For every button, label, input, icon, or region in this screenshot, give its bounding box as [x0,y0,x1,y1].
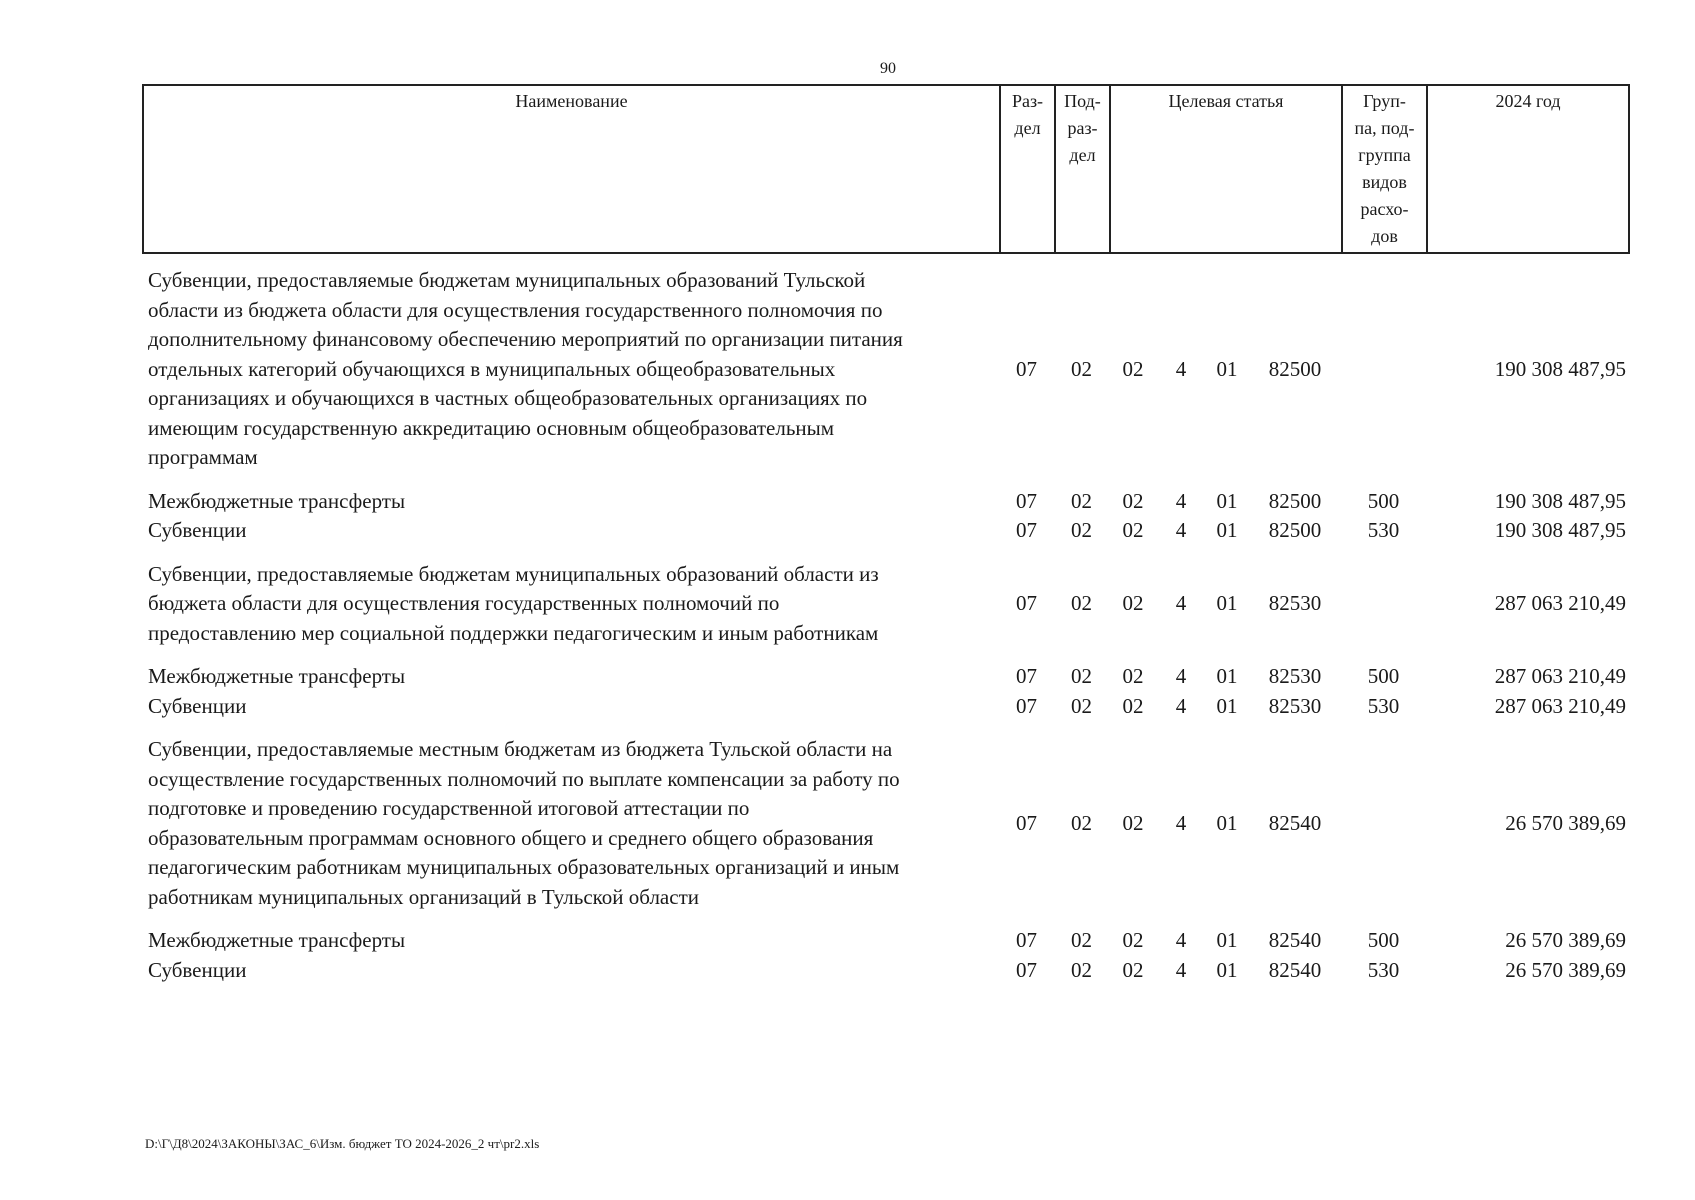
row-target-type: 4 [1175,664,1187,688]
row-target-program: 02 [1122,664,1144,688]
row-name-line: работникам муниципальных организаций в Тульской области [148,884,699,909]
row-target-subprogram: 01 [1216,591,1238,615]
row-razdel: 07 [1016,488,1037,513]
row-amount: 26 570 389,69 [1505,810,1626,835]
header-podrazdel-line: Под- [1064,91,1101,111]
row-name-line: Субвенции, предоставляемые бюджетам муниципальных образований области из [148,561,879,586]
row-razdel: 07 [1016,957,1037,982]
header-group-line: па, под- [1354,118,1415,138]
row-target-type: 4 [1175,591,1187,615]
row-target-program: 02 [1122,356,1144,381]
row-name-line: отдельных категорий обучающихся в муниципальных общеобразовательных [148,356,836,381]
row-target-direction: 82530 [1268,693,1322,718]
row-name-line: предоставлению мер социальной поддержки педагогическим и иным работникам [148,620,879,645]
row-razdel: 07 [1016,518,1037,542]
row-name-line: Субвенции [148,693,247,718]
header-group-line: видов [1362,172,1407,192]
row-amount: 190 308 487,95 [1494,356,1626,381]
row-amount: 26 570 389,69 [1505,928,1626,952]
table-row [142,266,1630,473]
header-group-line: расхо- [1360,199,1409,219]
header-target: Целевая статья [1111,86,1343,252]
row-target-program: 02 [1122,693,1144,718]
row-target-type: 4 [1175,356,1187,381]
row-razdel: 07 [1016,664,1037,688]
row-target-program: 02 [1122,488,1144,513]
row-name-line: имеющим государственную аккредитацию основным общеобразовательным [148,415,835,440]
header-podrazdel-line: раз- [1067,118,1098,138]
header-name: Наименование [144,86,1001,252]
row-name-line: программам [148,445,258,469]
row-podrazdel: 02 [1071,664,1092,688]
table-row [142,560,1630,649]
row-name-line: Межбюджетные трансферты [148,928,406,952]
row-amount: 287 063 210,49 [1494,693,1626,718]
table-body [142,266,1630,985]
row-razdel: 07 [1016,356,1037,381]
header-year: 2024 год [1495,91,1561,111]
table-row [142,735,1630,912]
row-name [142,926,999,956]
header-group [1343,86,1428,252]
row-target-type: 4 [1175,957,1187,982]
row-amount: 190 308 487,95 [1494,518,1626,542]
row-target-program: 02 [1122,957,1144,982]
row-name [142,266,999,473]
row-name [142,735,999,912]
row-target-subprogram: 01 [1216,928,1238,952]
row-expense-group: 530 [1367,957,1400,982]
row-expense-group: 530 [1367,518,1400,542]
row-name-line: организациях и обучающихся в частных общеобразовательных организациях по [148,386,868,410]
row-podrazdel: 02 [1071,693,1092,718]
row-target-direction: 82500 [1268,488,1322,513]
row-podrazdel: 02 [1071,356,1092,381]
row-target-type: 4 [1175,693,1187,718]
row-podrazdel: 02 [1071,928,1092,952]
table-row [142,956,1630,986]
row-expense-group: 500 [1367,928,1400,952]
row-target-type: 4 [1175,810,1187,835]
row-target-type: 4 [1175,928,1187,952]
row-podrazdel: 02 [1071,591,1092,615]
row-target-direction: 82530 [1268,591,1322,615]
row-target-program: 02 [1122,518,1144,542]
header-podrazdel-line: дел [1069,145,1096,165]
table-row [142,487,1630,517]
row-podrazdel: 02 [1071,518,1092,542]
row-amount: 287 063 210,49 [1494,664,1626,688]
row-target-subprogram: 01 [1216,693,1238,718]
row-target-subprogram: 01 [1216,518,1238,542]
row-name [142,662,999,692]
row-target-direction: 82540 [1268,957,1322,982]
row-name-line: дополнительному финансовому обеспечению мероприятий по организации питания [148,327,903,351]
row-name-line: Субвенции, предоставляемые местным бюджетам из бюджета Тульской области на [148,737,893,761]
row-podrazdel: 02 [1071,957,1092,982]
row-target-program: 02 [1122,591,1144,615]
row-target-subprogram: 01 [1216,356,1238,381]
header-razdel-line: дел [1014,118,1041,138]
header-group-line: Груп- [1363,91,1406,111]
header-podrazdel [1056,86,1111,252]
row-name-line: образовательным программам основного общего и среднего общего образования [148,825,874,850]
row-target-direction: 82540 [1268,928,1322,952]
row-name [142,956,999,986]
row-amount: 287 063 210,49 [1494,591,1626,615]
row-target-direction: 82540 [1268,810,1322,835]
row-target-subprogram: 01 [1216,664,1238,688]
row-name-line: подготовке и проведению государственной итоговой аттестации по [148,796,750,820]
row-razdel: 07 [1016,810,1037,835]
row-name-line: Субвенции, предоставляемые бюджетам муниципальных образований Тульской [148,268,866,292]
row-name [142,560,999,649]
table-row [142,926,1630,956]
row-name [142,516,999,546]
row-target-subprogram: 01 [1216,810,1238,835]
row-name [142,487,999,517]
row-target-direction: 82530 [1268,664,1322,688]
row-razdel: 07 [1016,928,1037,952]
footer-file-path: D:\Г\Д8\2024\ЗАКОНЫ\ЗАС_6\Изм. бюджет ТО 2024-2026_2 чт\pr2.xls [145,1136,540,1151]
header-group-line: группа [1358,145,1411,165]
row-target-direction: 82500 [1268,518,1322,542]
row-name-line: Межбюджетные трансферты [148,664,406,688]
row-name-line: Субвенции [148,957,247,982]
row-target-program: 02 [1122,928,1144,952]
row-name-line: педагогическим работникам муниципальных образовательных организаций и иным [148,855,900,879]
table-row [142,516,1630,546]
row-target-program: 02 [1122,810,1144,835]
row-target-direction: 82500 [1268,356,1322,381]
row-expense-group: 530 [1367,693,1400,718]
row-name-line: бюджета области для осуществления государственных полномочий по [148,591,780,615]
row-name-line: области из бюджета области для осуществления государственного полномочия по [148,297,883,322]
table-row [142,692,1630,722]
page-number: 90 [880,60,896,77]
table-row [142,662,1630,692]
row-target-type: 4 [1175,518,1187,542]
row-expense-group: 500 [1367,488,1400,513]
header-razdel-line: Раз- [1011,91,1044,111]
row-name-line: Межбюджетные трансферты [148,488,406,513]
row-razdel: 07 [1016,693,1037,718]
row-target-type: 4 [1175,488,1187,513]
header-group-line: дов [1371,226,1398,246]
row-amount: 26 570 389,69 [1505,957,1626,982]
row-podrazdel: 02 [1071,810,1092,835]
row-podrazdel: 02 [1071,488,1092,513]
row-razdel: 07 [1016,591,1037,615]
row-target-subprogram: 01 [1216,957,1238,982]
table-header [142,84,1630,254]
header-razdel [1001,86,1056,252]
row-target-subprogram: 01 [1216,488,1238,513]
row-name-line: Субвенции [148,518,247,542]
row-name [142,692,999,722]
row-expense-group: 500 [1367,664,1400,688]
row-name-line: осуществление государственных полномочий по выплате компенсации за работу по [148,766,900,791]
row-amount: 190 308 487,95 [1494,488,1626,513]
